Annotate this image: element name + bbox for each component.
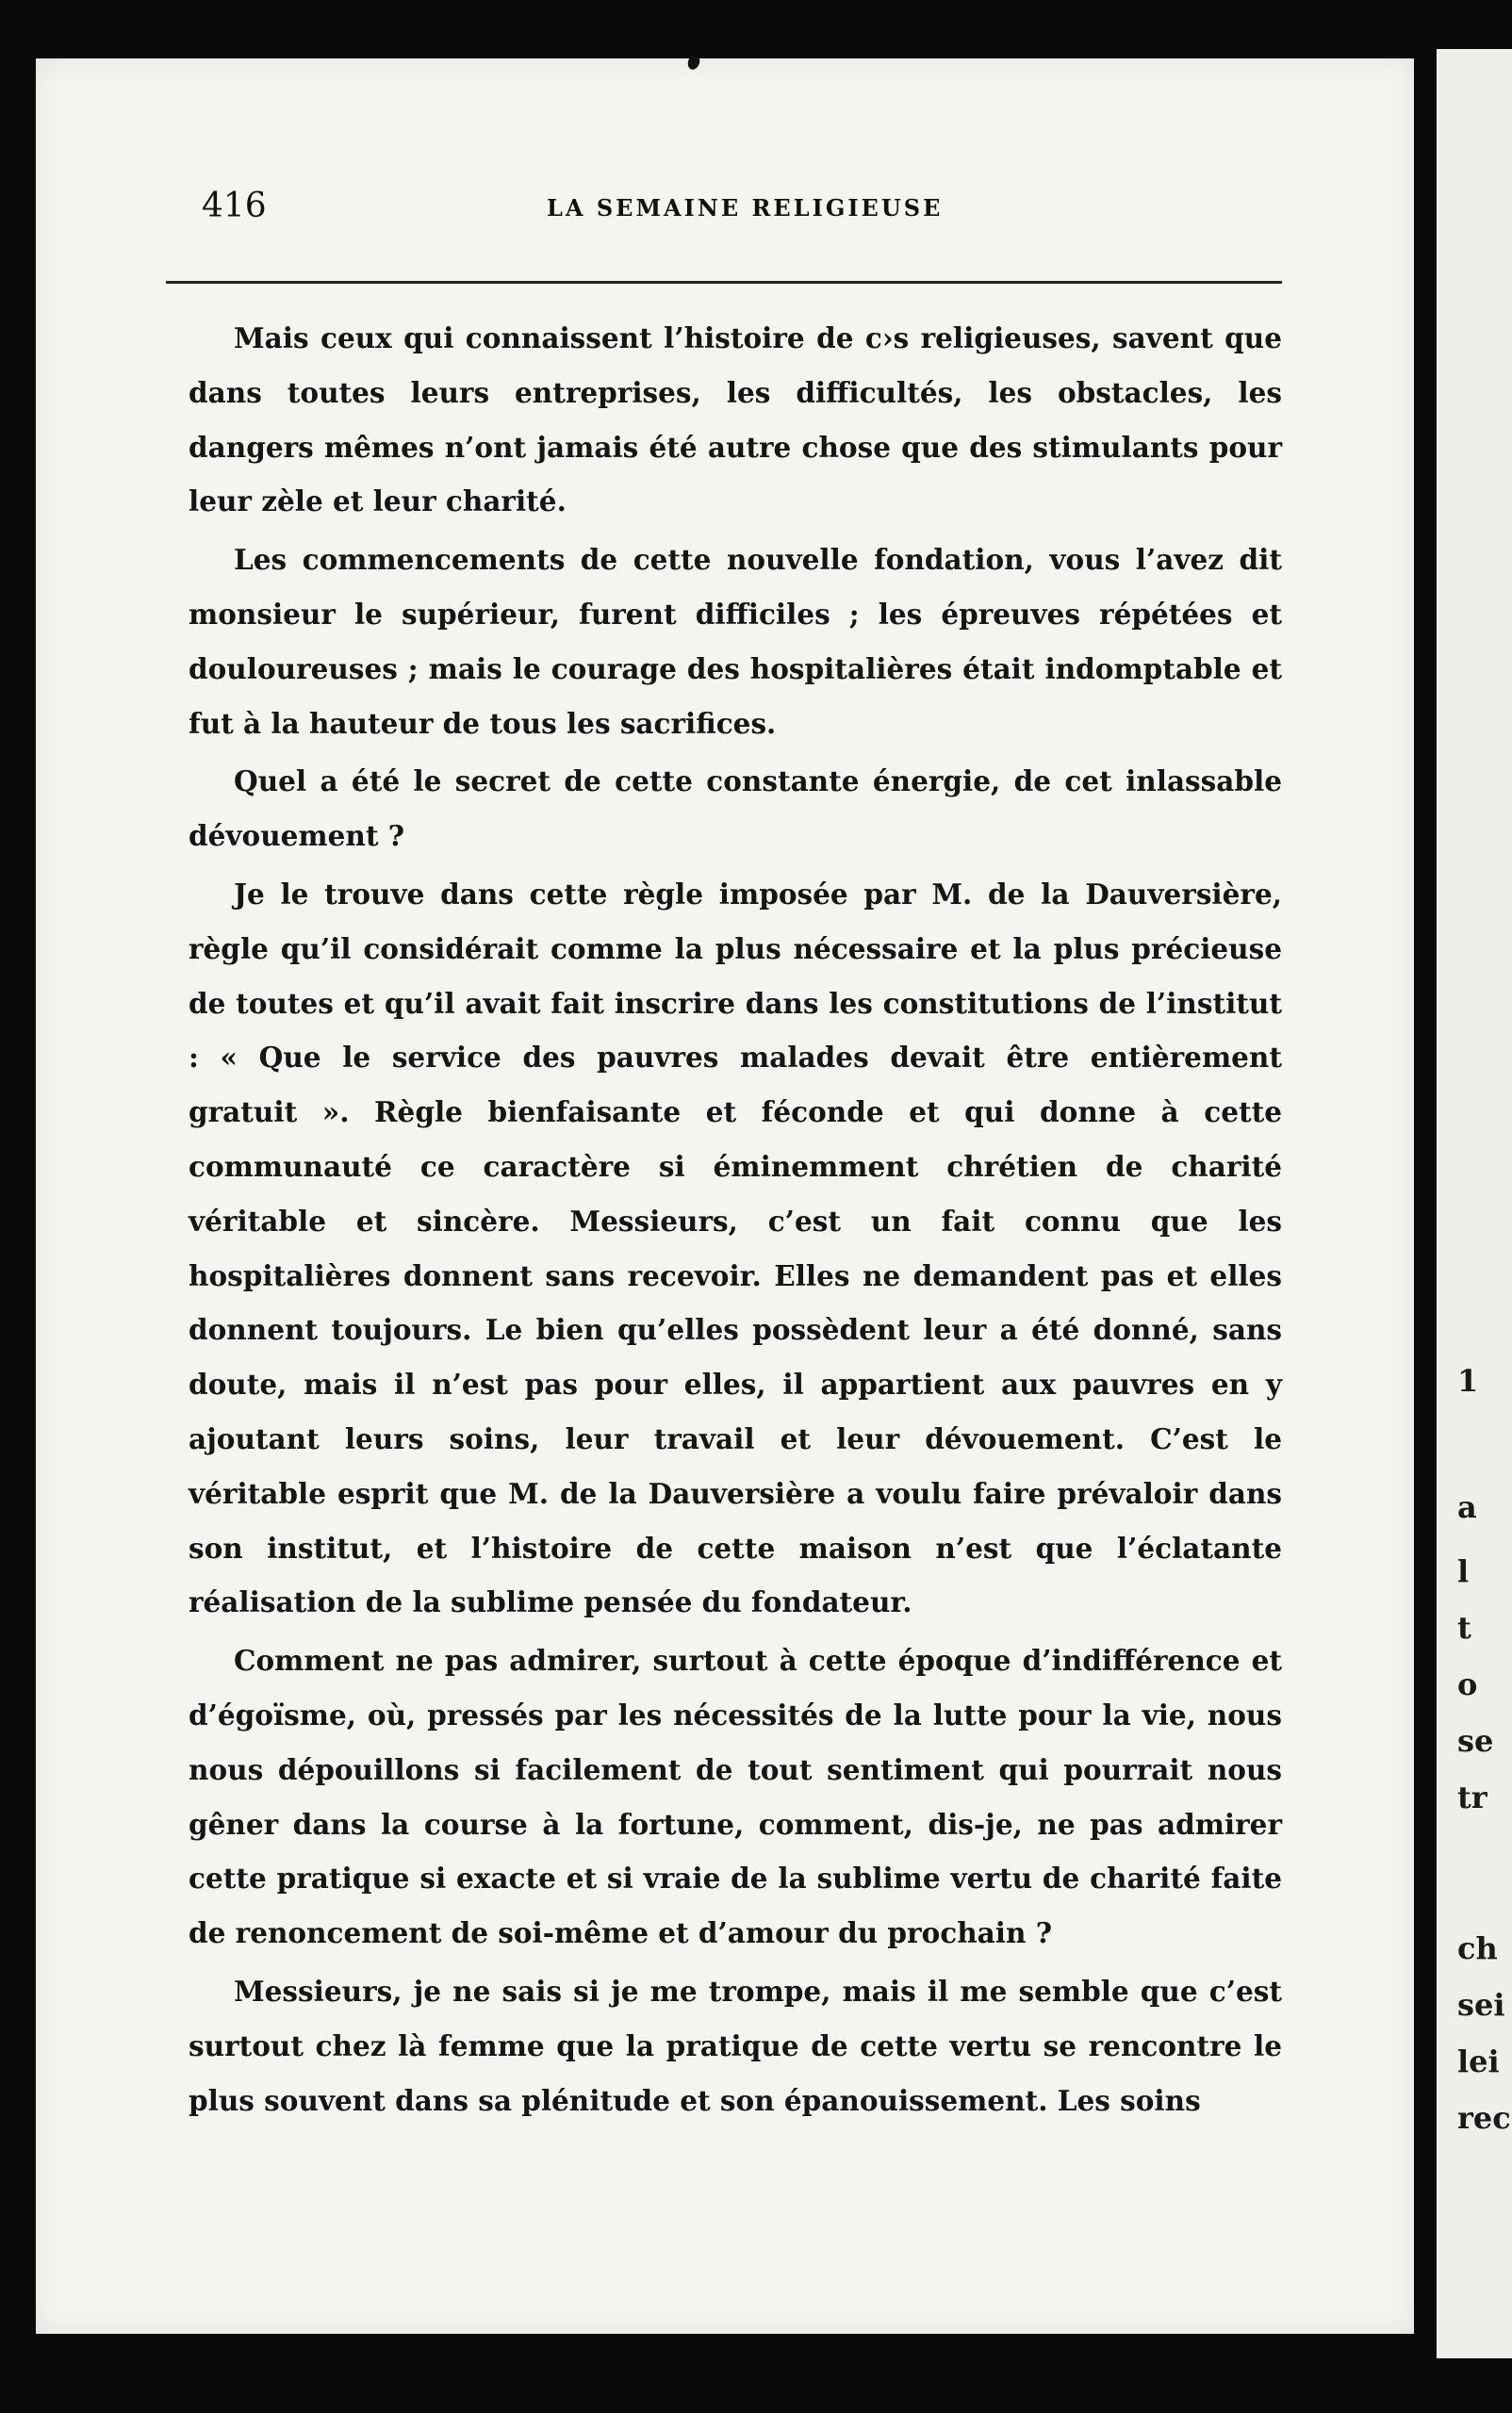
adjacent-text-fragment: lei — [1457, 2044, 1500, 2079]
adjacent-text-fragment: a — [1457, 1489, 1477, 1525]
running-title: LA SEMAINE RELIGIEUSE — [547, 194, 944, 222]
page-number: 416 — [202, 187, 267, 225]
paragraph: Mais ceux qui connaissent l’histoire de c›s religieuses, savent que dans toutes leurs entreprises, les difficultés, les obstacles, les dangers mêmes n’ont jamais été autre chose que des stimulants pour leur zèle et leur charité. — [189, 321, 1282, 518]
adjacent-text-fragment: rec — [1457, 2100, 1511, 2136]
adjacent-page-edge — [1437, 49, 1512, 2358]
paragraph: Messieurs, je ne sais si je me trompe, mais il me semble que c’est surtout chez là femme que la pratique de cette vertu se rencontre le plus souvent dans sa plénitude et son épanouissement. Les soins — [189, 1974, 1282, 2117]
body-text — [189, 311, 1282, 2131]
adjacent-text-fragment: se — [1457, 1723, 1494, 1759]
paragraph: Quel a été le secret de cette constante énergie, de cet inlassable dévouement ? — [189, 764, 1282, 853]
adjacent-text-fragment: sei — [1457, 1987, 1505, 2023]
adjacent-text-fragment: ch — [1457, 1930, 1498, 1966]
adjacent-text-fragment: l — [1457, 1553, 1470, 1589]
header-rule — [166, 281, 1282, 284]
adjacent-text-fragment: tr — [1457, 1780, 1487, 1815]
adjacent-text-fragment: 1 — [1457, 1363, 1479, 1399]
page-header — [166, 187, 1288, 243]
paragraph: Comment ne pas admirer, surtout à cette époque d’indifférence et d’égoïsme, où, pressés par les nécessités de la lutte pour la vie, nous nous dépouillons si facilement de tout sentiment qui pourrait nous gêner dans la course à la fortune, comment, dis-je, ne pas admirer cette pratique si exacte et si vraie de la sublime vertu de charité faite de renoncement de soi-même et d’amour du prochain ? — [189, 1644, 1282, 1950]
adjacent-text-fragment: t — [1457, 1610, 1471, 1646]
paragraph: Je le trouve dans cette règle imposée par M. de la Dauversière, règle qu’il considérait comme la plus nécessaire et la plus précieuse de toutes et qu’il avait fait inscrire dans les constitutions de l’institut : « Que le service des pauvres malades devait être entièrement gratuit ». Règle bienfaisante et féconde et qui donne à cette communauté ce caractère si éminemment chrétien de charité véritable et sincère. Messieurs, c’est un fait connu que les hospitalières donnent sans recevoir. Elles ne demandent pas et elles donnent toujours. Le bien qu’elles possèdent leur a été donné, sans doute, mais il n’est pas pour elles, il appartient aux pauvres en y ajoutant leurs soins, leur travail et leur dévouement. C’est le véritable esprit que M. de la Dauversière a voulu faire prévaloir dans son institut, et l’histoire de cette maison n’est que l’éclatante réalisation de la sublime pensée du fondateur. — [189, 877, 1282, 1619]
paragraph: Les commencements de cette nouvelle fondation, vous l’avez dit monsieur le supérieur, furent difficiles ; les épreuves répétées et douloureuses ; mais le courage des hospitalières était indomptable et fut à la hauteur de tous les sacrifices. — [189, 543, 1282, 740]
adjacent-text-fragment: o — [1457, 1666, 1478, 1702]
